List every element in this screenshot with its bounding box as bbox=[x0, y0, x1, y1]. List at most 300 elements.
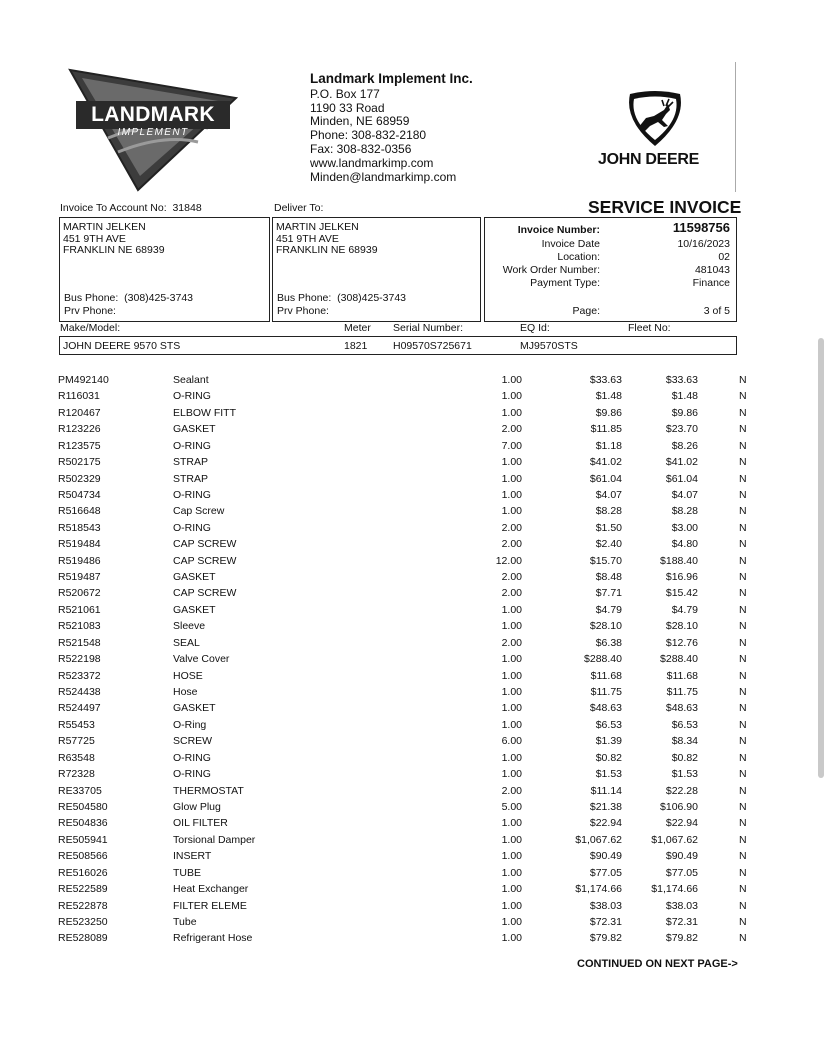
extended-price: $22.94 bbox=[665, 817, 698, 830]
part-number: R523372 bbox=[58, 669, 101, 682]
extended-price: $6.53 bbox=[671, 718, 698, 731]
unit-price: $48.63 bbox=[589, 702, 622, 715]
part-description: SCREW bbox=[173, 735, 213, 748]
serial-number-label: Serial Number: bbox=[393, 322, 464, 334]
quantity: 1.00 bbox=[501, 653, 522, 666]
part-number: R504734 bbox=[58, 488, 101, 501]
unit-price: $79.82 bbox=[589, 932, 622, 945]
deliver-to-phones bbox=[277, 292, 406, 317]
extended-price: $188.40 bbox=[660, 554, 698, 567]
quantity: 2.00 bbox=[501, 587, 522, 600]
part-description: GASKET bbox=[173, 603, 216, 616]
extended-price: $41.02 bbox=[665, 456, 698, 469]
extended-price: $0.82 bbox=[671, 751, 698, 764]
table-row bbox=[0, 585, 828, 601]
unit-price: $1.39 bbox=[595, 735, 622, 748]
part-number: RE33705 bbox=[58, 784, 102, 797]
quantity: 1.00 bbox=[501, 669, 522, 682]
extended-price: $4.07 bbox=[671, 488, 698, 501]
quantity: 2.00 bbox=[501, 636, 522, 649]
part-number: R502329 bbox=[58, 472, 101, 485]
quantity: 2.00 bbox=[501, 571, 522, 584]
tax-flag: N bbox=[739, 390, 747, 403]
part-description: Heat Exchanger bbox=[173, 883, 249, 896]
invoice-number-label: Invoice Number: bbox=[517, 224, 600, 236]
table-row bbox=[0, 553, 828, 569]
quantity: 2.00 bbox=[501, 423, 522, 436]
tax-flag: N bbox=[739, 800, 747, 813]
unit-price: $1,174.66 bbox=[575, 883, 622, 896]
extended-price: $106.90 bbox=[660, 800, 698, 813]
quantity: 1.00 bbox=[501, 702, 522, 715]
quantity: 1.00 bbox=[501, 472, 522, 485]
unit-price: $11.75 bbox=[590, 686, 622, 699]
deliver-to-label: Deliver To: bbox=[274, 202, 324, 214]
part-description: CAP SCREW bbox=[173, 554, 237, 567]
tax-flag: N bbox=[739, 850, 747, 863]
quantity: 1.00 bbox=[501, 915, 522, 928]
quantity: 1.00 bbox=[501, 833, 522, 846]
deliver-to-bus-phone: (308)425-3743 bbox=[337, 292, 407, 304]
payment-type-label: Payment Type: bbox=[530, 277, 600, 289]
deer-logo-icon bbox=[624, 90, 686, 148]
quantity: 1.00 bbox=[501, 374, 522, 386]
extended-price: $23.70 bbox=[665, 423, 698, 436]
extended-price: $9.86 bbox=[671, 406, 698, 419]
line-items-table bbox=[0, 372, 828, 947]
quantity: 12.00 bbox=[495, 554, 522, 567]
invoice-info-box bbox=[484, 217, 737, 322]
tax-flag: N bbox=[739, 603, 747, 616]
invoice-to-box bbox=[59, 217, 270, 322]
part-number: PM492140 bbox=[58, 374, 109, 386]
part-number: RE504580 bbox=[58, 800, 108, 813]
part-number: R520672 bbox=[58, 587, 101, 600]
company-po-box: P.O. Box 177 bbox=[310, 86, 380, 101]
part-description: Cap Screw bbox=[173, 505, 225, 518]
extended-price: $61.04 bbox=[665, 472, 698, 485]
part-number: RE522589 bbox=[58, 883, 108, 896]
table-row bbox=[0, 750, 828, 766]
unit-price: $33.63 bbox=[589, 374, 622, 386]
part-number: R521061 bbox=[58, 603, 101, 616]
table-row bbox=[0, 487, 828, 503]
unit-price: $2.40 bbox=[595, 538, 622, 551]
part-number: R521083 bbox=[58, 620, 101, 633]
part-description: O-RING bbox=[173, 439, 211, 452]
tax-flag: N bbox=[739, 488, 747, 501]
part-number: R524497 bbox=[58, 702, 101, 715]
logo-wordmark: LANDMARK bbox=[91, 103, 215, 126]
unit-price: $72.31 bbox=[589, 915, 622, 928]
unit-price: $4.79 bbox=[595, 603, 622, 616]
table-row bbox=[0, 520, 828, 536]
unit-price: $41.02 bbox=[589, 456, 622, 469]
part-description: GASKET bbox=[173, 702, 216, 715]
unit-price: $15.70 bbox=[589, 554, 622, 567]
part-description: GASKET bbox=[173, 571, 216, 584]
extended-price: $4.80 bbox=[671, 538, 698, 551]
quantity: 1.00 bbox=[501, 751, 522, 764]
extended-price: $38.03 bbox=[665, 899, 698, 912]
part-description: O-Ring bbox=[173, 718, 207, 731]
company-email: Minden@landmarkimp.com bbox=[310, 169, 457, 184]
table-row bbox=[0, 618, 828, 634]
tax-flag: N bbox=[739, 718, 747, 731]
unit-price: $11.14 bbox=[590, 784, 622, 797]
tax-flag: N bbox=[739, 505, 747, 518]
invoice-date: 10/16/2023 bbox=[677, 238, 730, 250]
table-row bbox=[0, 454, 828, 470]
extended-price: $11.68 bbox=[666, 669, 698, 682]
table-row bbox=[0, 602, 828, 618]
unit-price: $1.50 bbox=[595, 521, 622, 534]
quantity: 1.00 bbox=[501, 817, 522, 830]
part-description: INSERT bbox=[173, 850, 212, 863]
tax-flag: N bbox=[739, 866, 747, 879]
extended-price: $288.40 bbox=[660, 653, 698, 666]
tax-flag: N bbox=[739, 735, 747, 748]
part-description: O-RING bbox=[173, 488, 211, 501]
tax-flag: N bbox=[739, 456, 747, 469]
unit-price: $4.07 bbox=[595, 488, 622, 501]
quantity: 1.00 bbox=[501, 932, 522, 945]
table-row bbox=[0, 914, 828, 930]
tax-flag: N bbox=[739, 669, 747, 682]
quantity: 1.00 bbox=[501, 866, 522, 879]
part-description: Refrigerant Hose bbox=[173, 932, 253, 945]
quantity: 1.00 bbox=[501, 505, 522, 518]
quantity: 1.00 bbox=[501, 768, 522, 781]
quantity: 1.00 bbox=[501, 406, 522, 419]
extended-price: $28.10 bbox=[665, 620, 698, 633]
table-row bbox=[0, 569, 828, 585]
tax-flag: N bbox=[739, 653, 747, 666]
tax-flag: N bbox=[739, 521, 747, 534]
page-edge-line bbox=[735, 62, 736, 192]
location-value: 02 bbox=[718, 251, 730, 263]
table-row bbox=[0, 438, 828, 454]
company-street: 1190 33 Road bbox=[310, 100, 385, 115]
table-row bbox=[0, 766, 828, 782]
table-row bbox=[0, 898, 828, 914]
table-row bbox=[0, 815, 828, 831]
part-number: R123226 bbox=[58, 423, 101, 436]
invoice-to-account-label: Invoice To Account No: bbox=[60, 202, 167, 214]
unit-price: $1.53 bbox=[595, 768, 622, 781]
part-description: Tube bbox=[173, 915, 197, 928]
company-fax: Fax: 308-832-0356 bbox=[310, 141, 412, 156]
part-number: R519487 bbox=[58, 571, 101, 584]
company-phone: Phone: 308-832-2180 bbox=[310, 128, 427, 143]
extended-price: $8.26 bbox=[671, 439, 698, 452]
payment-type-value: Finance bbox=[692, 277, 730, 289]
tax-flag: N bbox=[739, 571, 747, 584]
extended-price: $1,067.62 bbox=[651, 833, 698, 846]
fleet-no-label: Fleet No: bbox=[628, 322, 671, 334]
unit-price: $6.38 bbox=[595, 636, 622, 649]
invoice-title: SERVICE INVOICE bbox=[588, 197, 742, 217]
extended-price: $22.28 bbox=[665, 784, 698, 797]
part-description: OIL FILTER bbox=[173, 817, 228, 830]
invoice-number: 11598756 bbox=[672, 220, 730, 235]
part-description: FILTER ELEME bbox=[173, 899, 247, 912]
part-description: Sleeve bbox=[173, 620, 206, 633]
deliver-to-prv-phone-label: Prv Phone: bbox=[277, 304, 329, 317]
table-row bbox=[0, 388, 828, 404]
table-row bbox=[0, 536, 828, 552]
extended-price: $3.00 bbox=[671, 521, 698, 534]
quantity: 2.00 bbox=[501, 784, 522, 797]
eq-id-label: EQ Id: bbox=[520, 322, 550, 334]
table-row bbox=[0, 799, 828, 815]
tax-flag: N bbox=[739, 932, 747, 945]
extended-price: $11.75 bbox=[666, 686, 698, 699]
invoice-to-prv-phone-label: Prv Phone: bbox=[64, 304, 116, 317]
part-description: CAP SCREW bbox=[173, 587, 237, 600]
quantity: 5.00 bbox=[501, 800, 522, 813]
part-description: TUBE bbox=[173, 866, 202, 879]
quantity: 1.00 bbox=[501, 620, 522, 633]
unit-price: $77.05 bbox=[589, 866, 622, 879]
invoice-to-label bbox=[60, 202, 202, 214]
company-city: Minden, NE 68959 bbox=[310, 114, 410, 129]
invoice-to-bus-phone-label: Bus Phone: bbox=[64, 292, 119, 304]
part-number: R116031 bbox=[58, 390, 100, 403]
unit-price: $8.48 bbox=[595, 571, 622, 584]
quantity: 1.00 bbox=[501, 488, 522, 501]
unit-price: $1.48 bbox=[595, 390, 622, 403]
deliver-to-address bbox=[276, 222, 378, 257]
part-number: RE516026 bbox=[58, 866, 108, 879]
table-row bbox=[0, 651, 828, 667]
unit-price: $90.49 bbox=[589, 850, 622, 863]
invoice-to-address1: 451 9TH AVE bbox=[63, 232, 126, 245]
table-row bbox=[0, 881, 828, 897]
part-number: R55453 bbox=[58, 718, 95, 731]
tax-flag: N bbox=[739, 636, 747, 649]
work-order-label: Work Order Number: bbox=[502, 264, 600, 276]
table-row bbox=[0, 635, 828, 651]
equipment-eq-id: MJ9570STS bbox=[520, 340, 578, 352]
part-number: R502175 bbox=[58, 456, 101, 469]
part-description: O-RING bbox=[173, 751, 211, 764]
tax-flag: N bbox=[739, 374, 747, 386]
tax-flag: N bbox=[739, 406, 747, 419]
tax-flag: N bbox=[739, 915, 747, 928]
part-number: R524438 bbox=[58, 686, 101, 699]
location-label: Location: bbox=[557, 251, 600, 263]
equipment-meter: 1821 bbox=[344, 340, 368, 352]
tax-flag: N bbox=[739, 833, 747, 846]
quantity: 1.00 bbox=[501, 850, 522, 863]
extended-price: $8.28 bbox=[671, 505, 698, 518]
unit-price: $22.94 bbox=[589, 817, 622, 830]
part-number: RE523250 bbox=[58, 915, 108, 928]
tax-flag: N bbox=[739, 883, 747, 896]
tax-flag: N bbox=[739, 751, 747, 764]
extended-price: $1,174.66 bbox=[651, 883, 698, 896]
unit-price: $11.85 bbox=[590, 423, 622, 436]
company-name: Landmark Implement Inc. bbox=[310, 71, 473, 86]
tax-flag: N bbox=[739, 587, 747, 600]
part-description: CAP SCREW bbox=[173, 538, 237, 551]
continued-note: CONTINUED ON NEXT PAGE-> bbox=[577, 958, 738, 970]
tax-flag: N bbox=[739, 554, 747, 567]
part-description: Glow Plug bbox=[173, 800, 221, 813]
extended-price: $90.49 bbox=[665, 850, 698, 863]
table-row bbox=[0, 405, 828, 421]
part-description: HOSE bbox=[173, 669, 203, 682]
quantity: 2.00 bbox=[501, 521, 522, 534]
part-number: RE504836 bbox=[58, 817, 108, 830]
invoice-to-address2: FRANKLIN NE 68939 bbox=[63, 244, 165, 256]
extended-price: $8.34 bbox=[671, 735, 698, 748]
part-number: RE528089 bbox=[58, 932, 108, 945]
unit-price: $11.68 bbox=[590, 669, 622, 682]
quantity: 6.00 bbox=[501, 735, 522, 748]
table-row bbox=[0, 471, 828, 487]
part-description: GASKET bbox=[173, 423, 216, 436]
part-number: R120467 bbox=[58, 406, 101, 419]
part-description: O-RING bbox=[173, 390, 211, 403]
table-row bbox=[0, 832, 828, 848]
part-description: ELBOW FITT bbox=[173, 406, 236, 419]
unit-price: $21.38 bbox=[589, 800, 622, 813]
part-number: RE508566 bbox=[58, 850, 108, 863]
table-row bbox=[0, 733, 828, 749]
table-row bbox=[0, 930, 828, 946]
part-description: STRAP bbox=[173, 456, 209, 469]
quantity: 1.00 bbox=[501, 603, 522, 616]
quantity: 1.00 bbox=[501, 883, 522, 896]
unit-price: $28.10 bbox=[589, 620, 622, 633]
unit-price: $1,067.62 bbox=[575, 833, 622, 846]
quantity: 1.00 bbox=[501, 899, 522, 912]
tax-flag: N bbox=[739, 768, 747, 781]
invoice-to-phones bbox=[64, 292, 193, 317]
extended-price: $79.82 bbox=[665, 932, 698, 945]
table-row bbox=[0, 421, 828, 437]
part-description: Valve Cover bbox=[173, 653, 230, 666]
extended-price: $72.31 bbox=[665, 915, 698, 928]
extended-price: $48.63 bbox=[665, 702, 698, 715]
table-row bbox=[0, 700, 828, 716]
table-row bbox=[0, 503, 828, 519]
extended-price: $4.79 bbox=[671, 603, 698, 616]
table-row bbox=[0, 848, 828, 864]
meter-label: Meter bbox=[344, 322, 371, 334]
unit-price: $61.04 bbox=[589, 472, 622, 485]
part-number: R63548 bbox=[58, 751, 95, 764]
extended-price: $33.63 bbox=[665, 374, 698, 386]
quantity: 1.00 bbox=[501, 718, 522, 731]
tax-flag: N bbox=[739, 538, 747, 551]
extended-price: $1.48 bbox=[671, 390, 698, 403]
table-row bbox=[0, 717, 828, 733]
part-description: SEAL bbox=[173, 636, 200, 649]
company-website: www.landmarkimp.com bbox=[310, 155, 434, 170]
page-value: 3 of 5 bbox=[703, 305, 730, 317]
make-model-label: Make/Model: bbox=[60, 322, 121, 334]
page-label: Page: bbox=[572, 305, 600, 317]
part-description: STRAP bbox=[173, 472, 209, 485]
deliver-to-box bbox=[272, 217, 481, 322]
unit-price: $1.18 bbox=[595, 439, 622, 452]
unit-price: $9.86 bbox=[595, 406, 622, 419]
part-number: R519486 bbox=[58, 554, 101, 567]
tax-flag: N bbox=[739, 423, 747, 436]
part-number: R521548 bbox=[58, 636, 101, 649]
table-row bbox=[0, 684, 828, 700]
tax-flag: N bbox=[739, 899, 747, 912]
invoice-to-address bbox=[63, 222, 165, 257]
invoice-date-label: Invoice Date bbox=[541, 238, 600, 250]
part-description: Sealant bbox=[173, 374, 209, 386]
part-description: O-RING bbox=[173, 768, 211, 781]
invoice-to-name: MARTIN JELKEN bbox=[63, 221, 146, 233]
part-number: R57725 bbox=[58, 735, 95, 748]
logo-subtext: IMPLEMENT bbox=[117, 127, 189, 138]
part-number: R522198 bbox=[58, 653, 101, 666]
quantity: 7.00 bbox=[501, 439, 522, 452]
part-number: R519484 bbox=[58, 538, 101, 551]
part-description: Hose bbox=[173, 686, 198, 699]
equipment-model: JOHN DEERE 9570 STS bbox=[63, 340, 181, 352]
quantity: 2.00 bbox=[501, 538, 522, 551]
table-row bbox=[0, 783, 828, 799]
unit-price: $38.03 bbox=[589, 899, 622, 912]
tax-flag: N bbox=[739, 439, 747, 452]
table-row bbox=[0, 668, 828, 684]
table-row bbox=[0, 372, 828, 388]
unit-price: $288.40 bbox=[584, 653, 622, 666]
part-number: RE505941 bbox=[58, 833, 108, 846]
unit-price: $0.82 bbox=[595, 751, 622, 764]
quantity: 1.00 bbox=[501, 686, 522, 699]
company-info bbox=[310, 72, 473, 184]
unit-price: $8.28 bbox=[595, 505, 622, 518]
part-number: RE522878 bbox=[58, 899, 108, 912]
part-description: Torsional Damper bbox=[173, 833, 256, 846]
extended-price: $15.42 bbox=[665, 587, 698, 600]
part-description: O-RING bbox=[173, 521, 211, 534]
quantity: 1.00 bbox=[501, 456, 522, 469]
part-number: R516648 bbox=[58, 505, 101, 518]
part-number: R518543 bbox=[58, 521, 101, 534]
extended-price: $16.96 bbox=[665, 571, 698, 584]
deliver-to-address2: FRANKLIN NE 68939 bbox=[276, 244, 378, 256]
deliver-to-address1: 451 9TH AVE bbox=[276, 232, 339, 245]
table-row bbox=[0, 865, 828, 881]
work-order-value: 481043 bbox=[694, 264, 730, 276]
tax-flag: N bbox=[739, 817, 747, 830]
part-number: R123575 bbox=[58, 439, 101, 452]
extended-price: $77.05 bbox=[665, 866, 698, 879]
unit-price: $7.71 bbox=[595, 587, 622, 600]
tax-flag: N bbox=[739, 784, 747, 797]
equipment-box bbox=[59, 336, 737, 355]
tax-flag: N bbox=[739, 686, 747, 699]
invoice-to-bus-phone: (308)425-3743 bbox=[124, 292, 194, 304]
equipment-serial: H09570S725671 bbox=[393, 340, 472, 352]
tax-flag: N bbox=[739, 702, 747, 715]
tax-flag: N bbox=[739, 620, 747, 633]
unit-price: $6.53 bbox=[595, 718, 622, 731]
deliver-to-name: MARTIN JELKEN bbox=[276, 221, 359, 233]
part-number: R72328 bbox=[58, 768, 95, 781]
brand-name: JOHN DEERE bbox=[598, 151, 700, 168]
